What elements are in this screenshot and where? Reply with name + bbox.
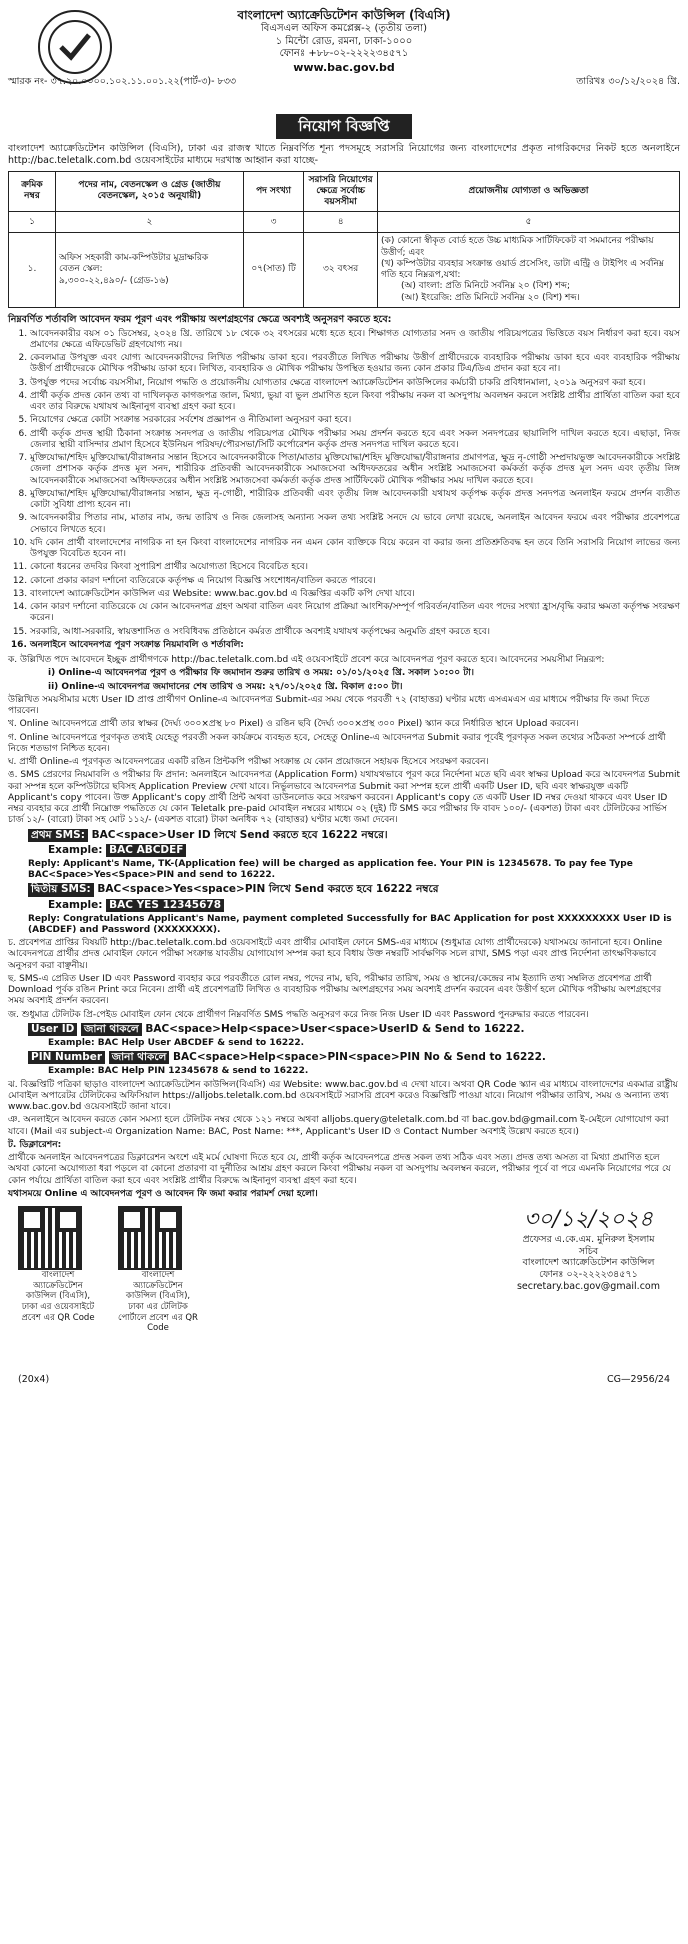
table-number-row <box>9 212 680 233</box>
intro-text: বাংলাদেশ অ্যাক্রেডিটেশন কাউন্সিল (বিএসি), ঢাকা এর রাজস্ব খাতে নিম্নবর্ণিত শূন্য পদসমূহে সরাসরি নিয়োগের জন্য বাংলাদেশের প্রকৃত নাগরিকদের নিকট হতে অনলাইনে http://bac.teletalk.com.bd ওয়েবসাইটের মাধ্যমে দরখাস্ত আহ্বান করা যাচ্ছে- <box>8 142 680 166</box>
website[interactable]: www.bac.gov.bd <box>293 60 395 74</box>
num-cell: ৪ <box>304 212 378 233</box>
signer-email[interactable]: secretary.bac.gov@gmail.com <box>516 1281 660 1293</box>
apply-e: ঙ. SMS প্রেরণের নিয়মাবলি ও পরীক্ষার ফি প্রদান: অনলাইনে আবেদনপত্র (Application Form) যথাযথভাবে পূরণ করে নির্দেশনা মতে ছবি এবং স্বাক্ষর Upload করে আবেদনপত্র Submit করা সম্পন্ন হলে কম্পিউটারে ছবিসহ Application Preview দেখা যাবে। নির্ভুলভাবে আবেদনপত্র Submit করা সম্পন্ন হলে প্রার্থী একটি User ID, ছবি এবং স্বাক্ষরযুক্ত একটি Applicant's copy পাবেন। উক্ত Applicant's copy প্রার্থী প্রিন্ট অথবা ডাউনলোড করে সংরক্ষণ করবেন। Applicant's copy তে একটি User ID নম্বর দেওয়া থাকবে এবং User ID নম্বর ব্যবহার করে প্রার্থী নিম্নোক্ত পদ্ধতিতে যে কোন Teletalk pre-paid মোবাইল নম্বরের মাধ্যমে ০২ (দুই) টি SMS করে পরীক্ষার ফি বাবদ ১০০/- (একশত) টাকা এবং টেলিটকের সার্ভিস চার্জ ১২/- (বারো) টাকা সহ মোট ১১২/- (একশত বারো) টাকা অনধিক ৭২ (বাহাত্তর) ঘণ্টার মধ্যে জমা দেবেন। <box>8 770 681 826</box>
bac-logo <box>38 10 112 84</box>
phone: ফোনঃ +৮৮-০২-২২২২৩৪৫৭১ <box>279 48 409 59</box>
help-user-text: BAC<space>Help<space>User<space>UserID & Send to 16222. <box>145 1022 525 1035</box>
help-user-tagnote: জানা থাকলে <box>81 1023 142 1036</box>
ex1-value: BAC ABCDEF <box>106 844 186 857</box>
apply-c: গ. Online আবেদনপত্রে পূরণকৃত তথ্যই যেহেতু পরবর্তী সকল কার্যক্রমে ব্যবহৃত হবে, সেহেতু Online-এ আবেদনপত্র Submit করার পূর্বেই পূরণকৃত সকল তথ্যের সঠিকতা সম্পর্কে প্রার্থী নিজে শতভাগ নিশ্চিত হবেন। <box>8 732 666 754</box>
col-post: পদের নাম, বেতনস্কেল ও গ্রেড (জাতীয় বেতনস্কেল, ২০১৫ অনুযায়ী) <box>55 171 243 212</box>
table-row <box>9 233 680 308</box>
conditions-title: নিম্নবর্ণিত শর্তাবলি আবেদন ফরম পূরণ এবং পরীক্ষায় অংশগ্রহণের ক্ষেত্রে অবশ্যই অনুসরণ করতে হবে: <box>8 313 392 325</box>
qual-b1: (অ) বাংলা: প্রতি মিনিটে সর্বনিম্ন ২০ (বিশ) শব্দ; <box>401 281 570 292</box>
sms1-line <box>8 829 680 842</box>
list-item: 1. আবেদনকারীর বয়স ০১ ডিসেম্বর, ২০২৪ খ্রি. তারিখে ১৮ থেকে ৩২ বৎসরের মধ্যে হতে হবে। শিক্ষাগত যোগ্যতার সনদ ও জাতীয় পরিচয়পত্রের ভিত্তিতে বয়স নির্ধারণ করা হবে। বয়স প্রমাণের ক্ষেত্রে এফিডেভিট গ্রহণযোগ্য নয়। <box>30 329 680 352</box>
apply-g: ছ. SMS-এ প্রেরিত User ID এবং Password ব্যবহার করে পরবর্তীতে রোল নম্বর, পদের নাম, ছবি, পরীক্ষার তারিখ, সময় ও স্থানের/কেন্দ্রের নাম ইত্যাদি তথ্য সম্বলিত প্রবেশপত্র প্রার্থী Download পূর্বক রঙিন Print করে নিবেন। প্রার্থী এই প্রবেশপত্রটি লিখিত ও ব্যবহারিক পরীক্ষায় অংশগ্রহণের সময় অবশ্যই প্রদর্শন করবেন এবং উত্তীর্ণ হলে মৌখিক পরীক্ষায় অংশগ্রহণের সময় অবশ্যই প্রদর্শন করবেন। <box>8 973 662 1007</box>
num-cell: ১ <box>9 212 56 233</box>
scale-label: বেতন স্কেল: <box>58 264 103 275</box>
apply-a1: i) Online-এ আবেদনপত্র পূরণ ও পরীক্ষার ফি জমাদান শুরুর তারিখ ও সময়: ০১/০১/২০২৫ খ্রি. সকাল ১০:০০ টা। <box>48 668 474 679</box>
post-name: অফিস সহকারী কাম-কম্পিউটার মুদ্রাক্ষরিক <box>58 253 209 264</box>
help-user-example: Example: BAC Help User ABCDEF & send to 16222. <box>48 1038 305 1048</box>
sms2-label: দ্বিতীয় SMS: <box>28 883 94 896</box>
declaration-title: ট. ডিক্লারেশন: <box>8 1139 62 1150</box>
list-item: 5. নিয়োগের ক্ষেত্রে কোটা সংক্রান্ত সরকারের সর্বশেষ প্রজ্ঞাপন ও নীতিমালা অনুসরণ করা হবে। <box>30 415 680 426</box>
row-count: ০৭(সাত) টি <box>243 233 303 308</box>
qr-teletalk-block <box>118 1206 198 1334</box>
list-item: 10. যদি কোন প্রার্থী বাংলাদেশের নাগরিক না হন কিংবা বাংলাদেশের নাগরিক নন এমন কোন ব্যক্তিকে বিয়ে করেন বা করার জন্য প্রতিশ্রুতিবদ্ধ হন তবে তিনি সরাসরি নিয়োগ লাভের জন্য উপযুক্ত বিবেচিত হবেন না। <box>30 538 680 561</box>
signer-name: প্রফেসর এ.কে.এম. মুনিরুল ইসলাম <box>522 1233 655 1245</box>
ex2-label: Example: <box>48 898 103 911</box>
qr-code-icon[interactable] <box>18 1206 82 1270</box>
sms2-line <box>8 883 680 896</box>
row-serial: ১. <box>9 233 56 308</box>
help-user-tag: User ID <box>28 1023 77 1036</box>
ad-size: (20x4) <box>18 1374 50 1386</box>
ex1-label: Example: <box>48 843 103 856</box>
help-user-line <box>8 1023 680 1036</box>
signature-block <box>517 1206 660 1293</box>
posts-table <box>8 171 680 308</box>
accreditation-seal-icon <box>45 17 105 77</box>
col-qualification: প্রয়োজনীয় যোগ্যতা ও অভিজ্ঞতা <box>378 171 680 212</box>
cg-code: CG—2956/24 <box>607 1374 670 1386</box>
qual-a: (ক) কোনো স্বীকৃত বোর্ড হতে উচ্চ মাধ্যমিক সার্টিফিকেট বা সমমানের পরীক্ষায় উত্তীর্ণ; এবং <box>381 236 654 258</box>
notice-page <box>8 0 680 1386</box>
col-serial: ক্রমিক নম্বর <box>9 171 56 212</box>
apply-h: জ. শুধুমাত্র টেলিটক প্রি-পেইড মোবাইল ফোন থেকে প্রার্থীগণ নিম্নবর্ণিত SMS পদ্ধতি অনুসরণ করে নিজ নিজ User ID এবং Password পুনরুদ্ধার করতে পারবেন। <box>8 1009 589 1020</box>
footer <box>8 1206 680 1386</box>
signer-designation: সচিব <box>578 1245 599 1257</box>
col-age: সরাসরি নিয়োগের ক্ষেত্রে সর্বোচ্চ বয়সসীমা <box>304 171 378 212</box>
advice-note: যথাসময়ে Online এ আবেদনপত্র পূরণ ও আবেদন ফি জমা করার পরামর্শ দেয়া হলো। <box>8 1188 318 1199</box>
list-item: 2. কেবলমাত্র উপযুক্ত এবং যোগ্য আবেদনকারীদের লিখিত পরীক্ষায় ডাকা হবে। পরবর্তীতে লিখিত পরীক্ষায় উত্তীর্ণ প্রার্থীদেরকে ব্যবহারিক পরীক্ষায় ডাকা হবে এবং ব্যবহারিক পরীক্ষায় উত্তীর্ণ প্রার্থীদেরকে মৌখিক পরীক্ষায় ডাকা হবে। লিখিত, ব্যবহারিক ও মৌখিক পরীক্ষায় উপস্থিত হওয়ার জন্য কোন প্রকার টিএ/ডিএ প্রদান করা হবে না। <box>30 353 680 376</box>
signer-phone: ফোনঃ ০২-২২২২৩৪৫৭১ <box>539 1269 638 1281</box>
apply-d: ঘ. প্রার্থী Online-এ পূরণকৃত আবেদনপত্রের একটি রঙিন প্রিন্টকপি পরীক্ষা সংক্রান্ত যে কোন প্রয়োজনে সহায়ক হিসেবে সংরক্ষণ করবেন। <box>8 757 489 768</box>
row-age: ৩২ বৎসর <box>304 233 378 308</box>
ex1-line <box>8 844 680 857</box>
list-item: 11. কোনো ধরনের তদবির কিংবা সুপারিশ প্রার্থীর অযোগ্যতা হিসেবে বিবেচিত হবে। <box>30 562 680 573</box>
sms1-label: প্রথম SMS: <box>28 829 88 842</box>
ref-line <box>8 76 680 88</box>
row-post <box>55 233 243 308</box>
num-cell: ২ <box>55 212 243 233</box>
help-pin-text: BAC<space>Help<space>PIN<space>PIN No & Send to 16222. <box>173 1051 546 1064</box>
org-name: বাংলাদেশ অ্যাক্রেডিটেশন কাউন্সিল (বিএসি) <box>237 8 451 22</box>
sms2-text: BAC<space>Yes<space>PIN লিখে Send করতে হবে 16222 নম্বরে <box>97 883 439 896</box>
declaration-text: প্রার্থীকে অনলাইন আবেদনপত্রের ডিক্লারেশন অংশে এই মর্মে ঘোষণা দিতে হবে যে, প্রার্থী কর্তৃক আবেদনপত্রে প্রদত্ত সকল তথ্য সঠিক এবং সত্য। প্রদত্ত তথ্য অসত্য বা মিথ্যা প্রমাণিত হলে অথবা কোনো অযোগ্যতা ধরা পড়লে বা কোনো প্রতারণা বা দুর্নীতির আশ্রয় গ্রহণ করলে কিংবা পরীক্ষায় নকল বা অসদুপায় অবলম্বন করলে, পরীক্ষার পূর্বে বা পরে এমনকি নিয়োগের পরে যে কোন পর্যায়ে প্রার্থিতা বাতিল করা হবে এবং সংশ্লিষ্ট প্রার্থীর বিরুদ্ধে আইনানুগ ব্যবস্থা গ্রহণ করা হবে। <box>8 1153 671 1186</box>
help-pin-example: Example: BAC Help PIN 12345678 & send to 16222. <box>48 1066 309 1077</box>
apply-b: খ. Online আবেদনপত্রে প্রার্থী তার স্বাক্ষর (দৈর্ঘ্য ৩০০×প্রস্থ ৮০ Pixel) ও রঙিন ছবি (দৈর্ঘ্য ৩০০×প্রস্থ ৩০০ Pixel) স্ক্যান করে নির্ধারিত স্থানে Upload করবেন। <box>8 719 579 730</box>
ex2-line <box>8 899 680 912</box>
help-pin-tag: PIN Number <box>28 1051 105 1064</box>
num-cell: ৫ <box>378 212 680 233</box>
list-item: 12. কোনো প্রকার কারণ দর্শানো ব্যতিরেকে কর্তৃপক্ষ এ নিয়োগ বিজ্ঞপ্তি সংশোধন/বাতিল করতে পারবে। <box>30 576 680 587</box>
memo-number: স্মারক নং- ৩৭.২০.০০০০.১০২.১১.০০১.২২(পার্ট-৩)- ৮৩৩ <box>8 76 237 88</box>
qr-teletalk-caption: বাংলাদেশ অ্যাক্রেডিটেশন কাউন্সিল (বিএসি), ঢাকা এর টেলিটক পোর্টালে প্রবেশ এর QR Code <box>118 1270 198 1334</box>
qual-b2: (আ) ইংরেজি: প্রতি মিনিটে সর্বনিম্ন ২০ (বিশ) শব্দ। <box>401 292 580 303</box>
col-count: পদ সংখ্যা <box>243 171 303 212</box>
qual-b: (খ) কম্পিউটার ব্যবহার সংক্রান্ত ওয়ার্ড প্রসেসিং, ডাটা এন্ট্রি ও টাইপিং এ সর্বনিম্ন গতি হবে নিম্নরূপ,যথা: <box>381 258 664 280</box>
conditions-list <box>8 329 680 652</box>
list-item: 16. অনলাইনে আবেদনপত্র পূরণ সংক্রান্ত নিয়মাবলি ও শর্তাবলি: <box>30 640 680 651</box>
notice-title-box <box>8 114 680 139</box>
help-pin-tagnote: জানা থাকলে <box>109 1051 170 1064</box>
apply-a2: ii) Online-এ আবেদনপত্র জমাদানের শেষ তারিখ ও সময়: ২৭/০১/২০২৫ খ্রি. বিকাল ৫:০০ টা। <box>48 681 403 692</box>
apply-i: ঝ. বিজ্ঞপ্তিটি পত্রিকা ছাড়াও বাংলাদেশ অ্যাক্রেডিটেশন কাউন্সিল(বিএসি) এর Website: www.bac.gov.bd এ দেখা যাবে। অথবা QR Code স্ক্যান এর মাধ্যমে বাংলাদেশের একমাত্র রাষ্ট্রীয় মোবাইল অপারেটর টেলিটকের অফিসিয়াল https://alljobs.teletalk.com.bd ওয়েবসাইটে সরাসরি প্রবেশ করেও বিজ্ঞপ্তিটি পাওয়া যাবে। নিয়োগ পরীক্ষার তারিখ, সময় ও অন্যান্য তথ্য www.bac.gov.bd ওয়েবসাইটে জানা যাবে। <box>8 1079 678 1113</box>
qr-website-caption: বাংলাদেশ অ্যাক্রেডিটেশন কাউন্সিল (বিএসি), ঢাকা এর ওয়েবসাইটে প্রবেশ এর QR Code <box>21 1270 95 1323</box>
apply-j: ঞ. অনলাইনে আবেদন করতে কোন সমস্যা হলে টেলিটক নম্বর থেকে ১২১ নম্বরে অথবা alljobs.query@teletalk.com.bd বা bac.gov.bd@gmail.com ই-মেইলে যোগাযোগ করা যাবে। (Mail এর subject-এ Organization Name: BAC, Post Name: ***, Applicant's User ID ও Contact Number অবশ্যই উল্লেখ করতে হবে।) <box>8 1115 669 1137</box>
list-item: 8. মুক্তিযোদ্ধা/শহিদ মুক্তিযোদ্ধা/বীরাঙ্গনার সন্তান, ক্ষুদ্র নৃ-গোষ্ঠী, শারীরিক প্রতিবন্ধী এবং তৃতীয় লিঙ্গ আবেদনকারী যথাযথ কর্তৃপক্ষ কর্তৃক প্রদত্ত সনদপত্র অনলাইন ফরমে প্রদর্শন ব্যতীত কোটা সুবিধা প্রাপ্য হবেন না। <box>30 489 680 512</box>
signer-org: বাংলাদেশ অ্যাক্রেডিটেশন কাউন্সিল <box>522 1257 655 1269</box>
list-item: 6. প্রার্থী কর্তৃক প্রদত্ত স্থায়ী ঠিকানা সংক্রান্ত সনদপত্র ও জাতীয় পরিচয়পত্র মৌখিক পরীক্ষার সময় প্রদর্শন করতে হবে এবং সকল সনদপত্রের ছায়ালিপি দাখিল করতে হবে। এছাড়া, নিজ জেলার স্থায়ী বাসিন্দার প্রমাণ হিসেবে ইউনিয়ন পরিষদ/পৌরসভা/সিটি কর্পোরেশন কর্তৃক প্রদত্ত সনদপত্র দাখিল করতে হবে। <box>30 429 680 452</box>
notice-date: তারিখঃ ৩০/১২/২০২৪ খ্রি. <box>576 76 680 88</box>
notice-title: নিয়োগ বিজ্ঞপ্তি <box>276 114 411 139</box>
list-item: 9. আবেদনকারীর পিতার নাম, মাতার নাম, জন্ম তারিখ ও নিজ জেলাসহ অন্যান্য সকল তথ্য সংশ্লিষ্ট সনদে যে ভাবে লেখা রয়েছে, অনলাইন আবেদন ফরমে এবং পরীক্ষার প্রবেশপত্রে সেভাবে লিখতে হবে। <box>30 513 680 536</box>
row-qualification <box>378 233 680 308</box>
signature-date: ৩০/১২/২০২৪ <box>523 1207 654 1233</box>
num-cell: ৩ <box>243 212 303 233</box>
reply2: Reply: Congratulations Applicant's Name, payment completed Successfully for BAC Application for post XXXXXXXXX User ID is (ABCDEF) and Password (XXXXXXXX). <box>28 913 672 935</box>
header <box>8 0 680 108</box>
ex2-value: BAC YES 12345678 <box>106 899 224 912</box>
list-item: 3. উপর্যুক্ত পদের সর্বোচ্চ বয়সসীমা, নিয়োগ পদ্ধতি ও প্রয়োজনীয় যোগ্যতার ক্ষেত্রে বাংলাদেশ অ্যাক্রেডিটেশন কাউন্সিলের কর্মচারী চাকরি প্রবিধানমালা, ২০১৯ অনুসরণ করা হবে। <box>30 378 680 389</box>
qr-website-block <box>18 1206 98 1323</box>
apply-f: চ. প্রবেশপত্র প্রাপ্তির বিষয়টি http://bac.teletalk.com.bd ওয়েবসাইটে এবং প্রার্থীর মোবাইল ফোনে SMS-এর মাধ্যমে (শুধুমাত্র যোগ্য প্রার্থীদেরকে) যথাসময়ে জানানো হবে। Online আবেদনপত্রে প্রার্থীর প্রদত্ত মোবাইল ফোনে পরীক্ষা সংক্রান্ত যাবতীয় যোগাযোগ সম্পন্ন করা হবে বিধায় উক্ত নম্বরটি সার্বক্ষণিক সচল রাখা, SMS পড়া এবং প্রাপ্ত নির্দেশনা তাৎক্ষণিকভাবে অনুসরণ করা বাঞ্ছনীয়। <box>8 938 663 971</box>
list-item: 4. প্রার্থী কর্তৃক প্রদত্ত কোন তথ্য বা দাখিলকৃত কাগজপত্র জাল, মিথ্যা, ভুয়া বা ভুল প্রমাণিত হলে কিংবা পরীক্ষায় নকল বা অসদুপায় অবলম্বন করলে সংশ্লিষ্ট প্রার্থীর প্রার্থিতা বাতিল করা হবে এবং তার বিরুদ্ধে যথাযথ আইনানুগ ব্যবস্থা গ্রহণ করা হবে। <box>30 391 680 414</box>
help-pin-line <box>8 1051 680 1064</box>
apply-instructions <box>8 655 680 1200</box>
address-line-2: ১ মিন্টো রোড, রমনা, ঢাকা-১০০০ <box>275 35 413 47</box>
list-item: 7. মুক্তিযোদ্ধা/শহিদ মুক্তিযোদ্ধা/বীরাঙ্গনার সন্তান হিসেবে আবেদনকারীকে পিতা/মাতার মুক্তিযোদ্ধা/শহিদ মুক্তিযোদ্ধা/বীরাঙ্গনার প্রমাণপত্র, ক্ষুদ্র নৃ-গোষ্ঠী সম্প্রদায়ভুক্ত আবেদনকারীকে সংশ্লিষ্ট জেলা প্রশাসক কর্তৃক প্রদত্ত মূল সনদ, শারীরিক প্রতিবন্ধী আবেদনকারীকে সমাজসেবা অধিদফতরের অধীন সংশ্লিষ্ট সমাজসেবা কর্মকর্তা কর্তৃক প্রদত্ত মূল সনদ এবং তৃতীয় লিঙ্গ আবেদনকারীকে সমাজসেবা অধিদফতরের অধীন সংশ্লিষ্ট সমাজসেবা কর্মকর্তা কর্তৃক প্রদত্ত সার্টিফিকেট মৌখিক পরীক্ষার সময় দাখিল করতে হবে। <box>30 453 680 487</box>
address-line-1: বিএসএল অফিস কমপ্লেক্স-২ (তৃতীয় তলা) <box>260 23 428 34</box>
list-item: 15. সরকারি, আধা-সরকারি, স্বায়ত্তশাসিত ও সংবিধিবদ্ধ প্রতিষ্ঠানে কর্মরত প্রার্থীকে অবশ্যই যথাযথ কর্তৃপক্ষের অনুমতি গ্রহণ করতে হবে। <box>30 627 680 638</box>
qr-code-icon[interactable] <box>118 1206 182 1270</box>
list-item: 13. বাংলাদেশ অ্যাক্রেডিটেশন কাউন্সিল এর Website: www.bac.gov.bd এ বিজ্ঞপ্তির একটি কপি দেখা যাবে। <box>30 589 680 600</box>
scale-value: ৯,৩০০-২২,৪৯০/- (গ্রেড-১৬) <box>58 275 169 286</box>
sms1-text: BAC<space>User ID লিখে Send করতে হবে 16222 নম্বরে। <box>91 828 388 841</box>
table-header-row <box>9 171 680 212</box>
list-item: 14. কোন কারণ দর্শানো ব্যতিরেকে যে কোন আবেদনপত্র গ্রহণ অথবা বাতিল এবং নিয়োগ প্রক্রিয়া আংশিক/সম্পূর্ণ পরিবর্তন/বাতিল এবং পদের সংখ্যা হ্রাস/বৃদ্ধি করার ক্ষমতা কর্তৃপক্ষ সংরক্ষণ করেন। <box>30 602 680 625</box>
apply-a: ক. উল্লিখিত পদে আবেদনে ইচ্ছুক প্রার্থীগণকে http://bac.teletalk.com.bd এই ওয়েবসাইটে প্রবেশ করে আবেদনপত্র পূরণ করতে হবে। আবেদনের সময়সীমা নিম্নরূপ: <box>8 655 605 666</box>
apply-a3: উল্লিখিত সময়সীমার মধ্যে User ID প্রাপ্ত প্রার্থীগণ Online-এ আবেদনপত্র Submit-এর সময় থেকে পরবর্তী ৭২ (বাহাত্তর) ঘণ্টার মধ্যে এসএমএস এর মাধ্যমে পরীক্ষার ফি জমা দিতে পারবেন। <box>8 694 650 717</box>
reply1: Reply: Applicant's Name, TK-(Application fee) will be charged as application fee. Your PIN is 12345678. To pay fee Type BAC<Space>Yes<Space>PIN and send to 16222. <box>28 858 633 881</box>
